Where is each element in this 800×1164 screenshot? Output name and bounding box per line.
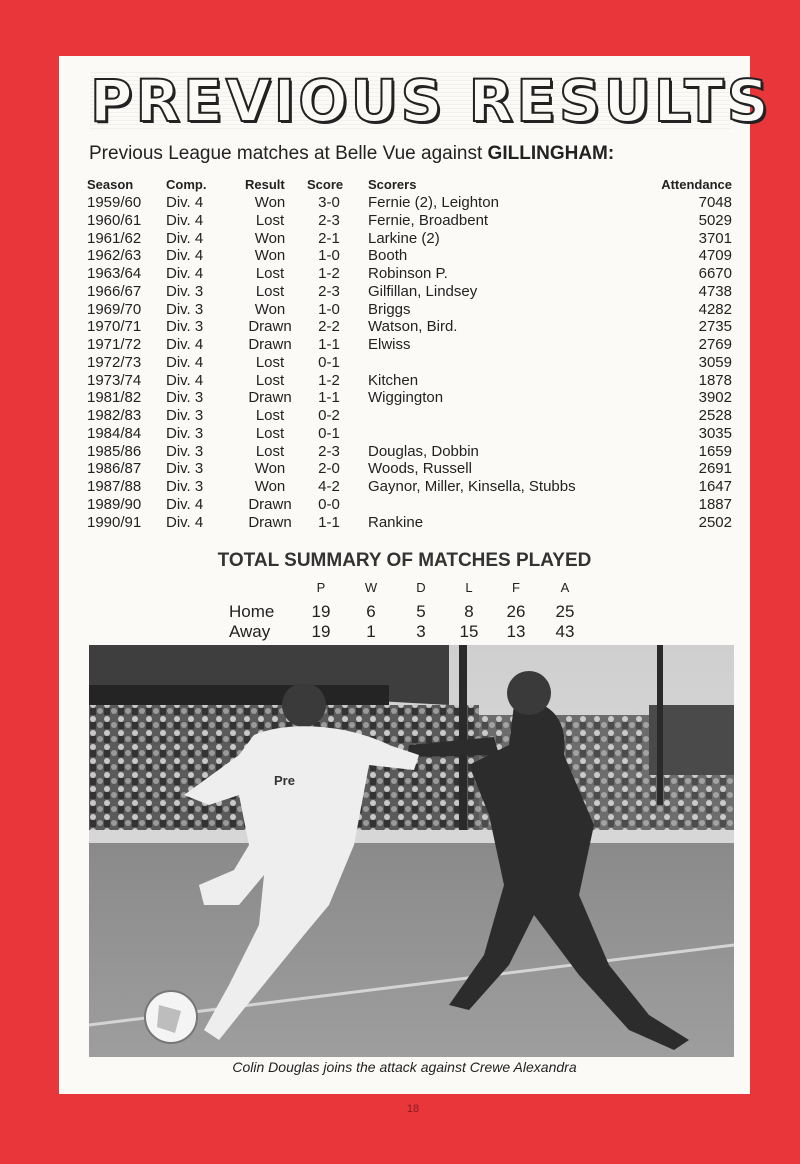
result-score: 0-2 bbox=[318, 407, 340, 424]
result-attendance: 4709 bbox=[698, 247, 732, 265]
result-attendance: 2769 bbox=[698, 336, 732, 353]
result-season: 1962/63 bbox=[87, 247, 142, 265]
programme-page bbox=[59, 56, 772, 1094]
result-outcome: Lost bbox=[255, 265, 285, 282]
result-score: 0-0 bbox=[318, 495, 340, 513]
summary-row-label: Home bbox=[229, 602, 275, 621]
header-scorers: Scorers bbox=[368, 177, 417, 192]
summary-row-label: Away bbox=[229, 622, 271, 641]
result-attendance: 3902 bbox=[698, 389, 732, 407]
table-row bbox=[87, 407, 732, 425]
result-season: 1970/71 bbox=[87, 318, 142, 336]
results-table bbox=[87, 176, 732, 531]
result-season: 1969/70 bbox=[87, 300, 142, 318]
table-row bbox=[87, 230, 732, 248]
summary-value: 19 bbox=[311, 622, 331, 641]
table-row bbox=[87, 443, 732, 461]
result-scorers: Wiggington bbox=[368, 389, 444, 407]
result-attendance: 1878 bbox=[698, 371, 732, 389]
result-attendance: 2528 bbox=[698, 407, 732, 424]
shirt-sponsor-text: Pre bbox=[274, 773, 295, 788]
photo-caption: Colin Douglas joins the attack against Crewe Alexandra bbox=[232, 1059, 577, 1075]
result-outcome: Lost bbox=[255, 407, 285, 424]
result-outcome: Won bbox=[254, 194, 286, 211]
result-season: 1960/61 bbox=[87, 211, 142, 229]
result-attendance: 3035 bbox=[698, 424, 732, 442]
summary-header-f: F bbox=[512, 580, 520, 595]
result-scorers: Watson, Bird. bbox=[368, 318, 458, 336]
result-season: 1989/90 bbox=[87, 495, 142, 513]
result-comp: Div. 3 bbox=[166, 389, 204, 407]
result-score: 1-1 bbox=[318, 513, 340, 531]
result-scorers: Douglas, Dobbin bbox=[368, 442, 479, 460]
header-attendance: Attendance bbox=[661, 177, 732, 192]
result-comp: Div. 3 bbox=[166, 282, 204, 300]
result-season: 1981/82 bbox=[87, 389, 142, 407]
result-comp: Div. 4 bbox=[166, 353, 204, 371]
result-scorers: Briggs bbox=[368, 300, 411, 318]
result-scorers: Fernie, Broadbent bbox=[368, 211, 489, 229]
result-score: 1-2 bbox=[318, 371, 340, 389]
result-season: 1966/67 bbox=[87, 282, 142, 300]
result-comp: Div. 4 bbox=[166, 194, 204, 211]
summary-header-p: P bbox=[316, 580, 326, 595]
result-scorers: Booth bbox=[368, 247, 408, 265]
result-outcome: Lost bbox=[255, 371, 285, 389]
summary-body bbox=[229, 602, 599, 642]
result-score: 2-3 bbox=[318, 211, 340, 229]
result-score: 2-0 bbox=[318, 460, 340, 478]
summary-value: 19 bbox=[311, 602, 331, 621]
result-comp: Div. 3 bbox=[166, 424, 204, 442]
result-scorers: Gaynor, Miller, Kinsella, Stubbs bbox=[368, 478, 576, 495]
result-attendance: 1647 bbox=[698, 478, 732, 495]
result-comp: Div. 3 bbox=[166, 300, 204, 318]
summary-header-row bbox=[229, 580, 599, 602]
result-score: 1-0 bbox=[318, 247, 340, 265]
header-season: Season bbox=[87, 177, 134, 192]
result-attendance: 3059 bbox=[698, 353, 732, 371]
summary-value: 5 bbox=[416, 602, 426, 621]
result-scorers: Woods, Russell bbox=[368, 460, 472, 478]
result-attendance: 4738 bbox=[698, 282, 732, 300]
results-body bbox=[87, 194, 732, 531]
result-scorers: Larkine (2) bbox=[368, 229, 440, 247]
result-outcome: Lost bbox=[255, 353, 285, 371]
summary-value: 43 bbox=[555, 622, 575, 641]
table-row bbox=[87, 283, 732, 301]
page-number: 18 bbox=[406, 1103, 420, 1115]
result-scorers: Elwiss bbox=[368, 336, 411, 353]
result-outcome: Drawn bbox=[248, 495, 292, 513]
opponent-name: GILLINGHAM: bbox=[487, 143, 615, 164]
result-attendance: 7048 bbox=[698, 194, 732, 211]
summary-value: 15 bbox=[459, 622, 479, 641]
summary-header-w: W bbox=[364, 580, 378, 595]
result-comp: Div. 4 bbox=[166, 371, 204, 389]
result-scorers: Gilfillan, Lindsey bbox=[368, 282, 478, 300]
result-outcome: Won bbox=[254, 460, 286, 478]
result-comp: Div. 4 bbox=[166, 265, 204, 282]
summary-value: 8 bbox=[464, 602, 474, 621]
result-scorers: Rankine bbox=[368, 513, 424, 531]
table-row bbox=[87, 354, 732, 372]
result-score: 2-3 bbox=[318, 442, 340, 460]
table-row bbox=[87, 336, 732, 354]
result-season: 1972/73 bbox=[87, 353, 142, 371]
result-scorers: Kitchen bbox=[368, 371, 419, 389]
result-attendance: 1887 bbox=[698, 495, 732, 513]
result-outcome: Drawn bbox=[248, 318, 292, 336]
summary-header-l: L bbox=[465, 580, 473, 595]
table-row bbox=[87, 301, 732, 319]
result-season: 1963/64 bbox=[87, 265, 142, 282]
result-comp: Div. 4 bbox=[166, 336, 204, 353]
subtitle-prefix: Previous League matches at Belle Vue against bbox=[89, 143, 488, 164]
result-scorers: Robinson P. bbox=[368, 265, 448, 282]
result-score: 2-2 bbox=[318, 318, 340, 336]
page-title: PREVIOUS RESULTS bbox=[90, 67, 772, 135]
summary-row-away bbox=[229, 622, 599, 642]
header-result: Result bbox=[245, 177, 285, 192]
result-comp: Div. 4 bbox=[166, 495, 204, 513]
result-comp: Div. 3 bbox=[166, 442, 204, 460]
header-comp: Comp. bbox=[166, 177, 207, 192]
result-comp: Div. 3 bbox=[166, 407, 204, 424]
result-attendance: 3701 bbox=[698, 229, 732, 247]
header-score: Score bbox=[307, 177, 344, 192]
table-row bbox=[87, 194, 732, 212]
result-outcome: Won bbox=[254, 229, 286, 247]
summary-value: 1 bbox=[366, 622, 376, 641]
result-attendance: 2502 bbox=[698, 513, 732, 531]
table-row bbox=[87, 496, 732, 514]
result-score: 1-1 bbox=[318, 336, 340, 353]
result-outcome: Lost bbox=[255, 424, 285, 442]
result-score: 1-1 bbox=[318, 389, 340, 407]
summary-header-a: A bbox=[560, 580, 570, 595]
table-row bbox=[87, 389, 732, 407]
result-season: 1990/91 bbox=[87, 513, 142, 531]
table-row bbox=[87, 372, 732, 390]
table-row bbox=[87, 514, 732, 532]
result-attendance: 2691 bbox=[698, 460, 732, 478]
result-season: 1982/83 bbox=[87, 407, 142, 424]
summary-title: TOTAL SUMMARY OF MATCHES PLAYED bbox=[217, 550, 592, 571]
results-header-row bbox=[87, 176, 732, 194]
result-comp: Div. 3 bbox=[166, 318, 204, 336]
result-season: 1959/60 bbox=[87, 194, 142, 211]
table-row bbox=[87, 425, 732, 443]
result-comp: Div. 4 bbox=[166, 229, 204, 247]
result-season: 1971/72 bbox=[87, 336, 142, 353]
summary-value: 3 bbox=[416, 622, 426, 641]
result-comp: Div. 3 bbox=[166, 460, 204, 478]
result-outcome: Lost bbox=[255, 211, 285, 229]
table-row bbox=[87, 460, 732, 478]
summary-header-d: D bbox=[416, 580, 426, 595]
table-row bbox=[87, 247, 732, 265]
result-attendance: 5029 bbox=[698, 211, 732, 229]
summary-value: 13 bbox=[506, 622, 526, 641]
summary-table bbox=[229, 580, 599, 642]
result-comp: Div. 4 bbox=[166, 211, 204, 229]
result-season: 1961/62 bbox=[87, 229, 142, 247]
summary-value: 26 bbox=[506, 602, 526, 621]
result-comp: Div. 4 bbox=[166, 247, 204, 265]
result-season: 1985/86 bbox=[87, 442, 142, 460]
result-season: 1986/87 bbox=[87, 460, 142, 478]
table-row bbox=[87, 478, 732, 496]
result-outcome: Won bbox=[254, 247, 286, 265]
result-score: 2-3 bbox=[318, 282, 340, 300]
result-attendance: 4282 bbox=[698, 300, 732, 318]
result-score: 1-2 bbox=[318, 265, 340, 282]
match-photo bbox=[89, 645, 734, 1057]
summary-value: 6 bbox=[366, 602, 376, 621]
result-score: 0-1 bbox=[318, 424, 340, 442]
result-score: 3-0 bbox=[318, 194, 340, 211]
result-attendance: 2735 bbox=[698, 318, 732, 336]
result-outcome: Drawn bbox=[248, 336, 292, 353]
result-outcome: Lost bbox=[255, 442, 285, 460]
subtitle bbox=[89, 143, 614, 165]
table-row bbox=[87, 212, 732, 230]
result-season: 1973/74 bbox=[87, 371, 142, 389]
result-score: 4-2 bbox=[318, 478, 340, 495]
summary-row-home bbox=[229, 602, 599, 622]
result-score: 2-1 bbox=[318, 229, 340, 247]
result-score: 1-0 bbox=[318, 300, 340, 318]
result-scorers: Fernie (2), Leighton bbox=[368, 194, 499, 211]
table-row bbox=[87, 318, 732, 336]
result-season: 1984/84 bbox=[87, 424, 142, 442]
result-attendance: 1659 bbox=[698, 442, 732, 460]
result-score: 0-1 bbox=[318, 353, 340, 371]
result-comp: Div. 3 bbox=[166, 478, 204, 495]
result-outcome: Lost bbox=[255, 282, 285, 300]
result-comp: Div. 4 bbox=[166, 513, 204, 531]
table-row bbox=[87, 265, 732, 283]
result-outcome: Won bbox=[254, 478, 286, 495]
result-attendance: 6670 bbox=[698, 265, 732, 282]
result-outcome: Drawn bbox=[248, 513, 292, 531]
summary-value: 25 bbox=[555, 602, 575, 621]
result-outcome: Drawn bbox=[248, 389, 292, 407]
result-season: 1987/88 bbox=[87, 478, 142, 495]
result-outcome: Won bbox=[254, 300, 286, 318]
